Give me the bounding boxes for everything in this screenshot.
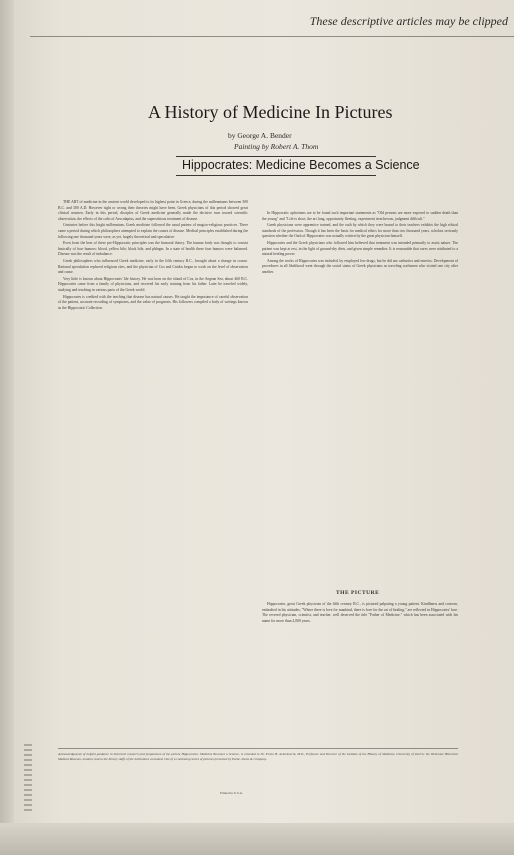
left-paragraph: Even from the best of these pre-Hippocratic principles was the humoral theory. The human body was thought to consist basically of four humors: blood, yellow bile, black bile, and phlegm. In a state of health these four humors were balanced. Disease was the result of imbalance. bbox=[58, 241, 248, 257]
subtitle-rule-top bbox=[176, 156, 376, 157]
page-fold-shadow bbox=[0, 0, 14, 855]
article-byline: by George A. Bender bbox=[228, 131, 292, 140]
right-paragraph: In Hippocratic aphorisms are to be found such important statements as "Old persons are more exposed to sudden death than the young" and "Life is short, the art long, opportunity fleeting, experiment treacherous, judgment difficult." bbox=[262, 211, 458, 221]
footnote-rule bbox=[58, 748, 458, 749]
subtitle-rule-bottom bbox=[176, 175, 376, 176]
header-rule bbox=[30, 36, 514, 37]
right-paragraph: Greek physicians were apprentice trained, and the oath by which they were bound to their teachers exhibits the high ethical standards of the profession. Though it has been the basis for medical ethics for more than two thousand years, scholars seriously question whether the Oath of Hippocrates was actually written by the great physician himself. bbox=[262, 223, 458, 239]
left-paragraph: Greek philosophers who influenced Greek medicine, early in the fifth century B.C., brought about a change in course. Rational speculation replaced religious rites, and the physician of Cos and Cnidos began to work on the level of observation and cause. bbox=[58, 258, 248, 275]
article-title: A History of Medicine In Pictures bbox=[148, 102, 393, 122]
binding-marks bbox=[24, 744, 32, 814]
left-paragraph: THE ART of medicine in the ancient world developed to its highest point in Greece, during the millenniums between 500 B.C. and 300 A.D. However right or wrong their theories might have been, Greek physicians of this period showed great clinical acumen. Early in this period, disciples of Greek medicine generally made the decisive turn toward scientific observation, the effects of the cults of Aesculapius, and the superstitious treatment of disease. bbox=[58, 200, 248, 221]
left-column bbox=[58, 200, 248, 730]
acknowledgment-footnote: Acknowledgments of helpful guidance in historical research and preparation of the picture Hippocrates: Medicine Becomes a Science, is extended to Dr. Erwin H. Ackerknecht, M.D., Professor and Director of the Institute of the History of Medicine, University of Zurich; the Wellcome Historical Medical Museum, London; and to the library staffs of the institutions consulted. One of a continuing series of pictures presented by Parke, Davis & Company. bbox=[58, 752, 458, 761]
right-column bbox=[262, 211, 458, 586]
section-heading-picture: THE PICTURE bbox=[336, 590, 380, 596]
printed-in-label: Printed in U.S.A. bbox=[220, 791, 243, 795]
left-paragraph: Hippocrates is credited with the teaching that disease has natural causes. He taught the importance of careful observation of the patient, accurate recording of symptoms, and the value of prognosis. His followers compiled a body of writings known as the Hippocratic Collection. bbox=[58, 294, 248, 310]
picture-paragraph: Hippocrates, great Greek physician of the fifth century B.C., is pictured palpating a young patient. Kindliness and concern, embodied in his attitudes, "Where there is love for mankind, there is love for the art of healing," are reflected in Hippocrates' face. The revered physician, scientist, and teacher, well deserved the title "Father of Medicine," which has been associated with his name for more than 2,000 years. bbox=[262, 602, 458, 623]
right-paragraph: Hippocrates and the Greek physicians who followed him believed that treatment was intended primarily to assist nature. The patient was kept at rest, in the light of ground-dry diets, and given simple remedies. It is reasonable that cures were attributed to a natural healing power. bbox=[262, 240, 458, 257]
article-subtitle: Hippocrates: Medicine Becomes a Science bbox=[182, 158, 420, 172]
bottom-shadow bbox=[0, 823, 514, 855]
left-paragraph: Centuries before this bright millennium, Greek medicine followed the usual pattern of magico-religious practices. There came a period during which philosophers attempted to explain the causes of disease. Medical principles established during the following one thousand years were, as yet, largely theoretical and speculative. bbox=[58, 223, 248, 239]
right-paragraph: Among the works of Hippocrates was included, by employed few drugs, but he did use cathartics and emetics. Development of procedures in all likelihood went through the social status of Greek physicians as traveling craftsmen who visited one city after another. bbox=[262, 258, 458, 274]
left-paragraph: Very little is known about Hippocrates' life history. He was born on the island of Cos, in the Aegean Sea, about 460 B.C. Hippocrates came from a family of physicians, and received his early training from his father. Later he traveled widely, studying and teaching in various parts of the Greek world. bbox=[58, 276, 248, 292]
painting-credit: Painting by Robert A. Thom bbox=[234, 142, 319, 151]
picture-description bbox=[262, 602, 458, 742]
header-note: These descriptive articles may be clipped bbox=[309, 14, 508, 28]
